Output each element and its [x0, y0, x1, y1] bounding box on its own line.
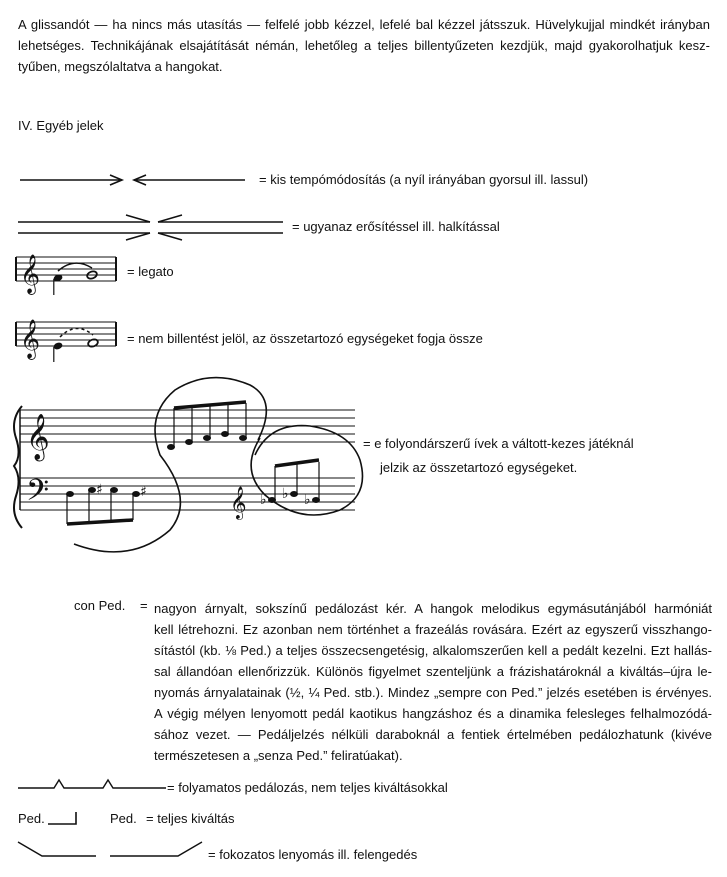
- con-ped-line: természetesen a „senza Ped.” feliratúakat).: [154, 748, 403, 763]
- intro-line-1: A glissandót — ha nincs más utasítás — felfelé jobb kézzel, lefelé bal kézzel játsszuk. Hüvelykujjal mindkét irányban: [18, 17, 710, 32]
- section-heading: IV. Egyéb jelek: [18, 118, 104, 133]
- gradual-pedal-text: = fokozatos lenyomás ill. felengedés: [208, 847, 418, 862]
- con-ped-equals: =: [140, 598, 148, 613]
- svg-text:𝄢: 𝄢: [26, 474, 50, 515]
- dynamic-sign-text: = ugyanaz erősítéssel ill. halkítással: [292, 219, 500, 234]
- con-ped-line: kell létrehozni. Ez azonban nem történhet a frazeálás rovására. Ezért az egyszerű visszhango-: [154, 622, 712, 637]
- svg-text:𝄞: 𝄞: [230, 486, 247, 519]
- con-ped-line: sához vezet. — Pedáljelzés nélküli daraboknál a fentiek értelmében pedálozhatunk (kivéve: [154, 727, 712, 742]
- continuous-pedal-line: [18, 776, 168, 792]
- svg-text:♭: ♭: [282, 486, 289, 502]
- con-ped-paragraph: [154, 598, 712, 766]
- svg-text:♭: ♭: [260, 492, 267, 508]
- spiral-text-line-2: jelzik az összetartozó egységeket.: [380, 460, 578, 475]
- con-ped-line: A végig mélyen lenyomott pedál kaotikus hangzáshoz és a dinamika felesleges felhalmozódá-: [154, 706, 712, 721]
- svg-text:𝄞: 𝄞: [20, 319, 41, 359]
- tempo-arrows-sign: [20, 170, 250, 190]
- pedal-release-bracket: [48, 812, 84, 826]
- spiral-text-line-1: = e folyondárszerű ívek a váltott-kezes játéknál: [363, 436, 634, 451]
- con-ped-line: sítástól (kb. ⅛ Ped.) a teljes összecsengetésig, alkalomszerűen kell a pedált kezelni. Ezt hallás-: [154, 643, 712, 658]
- grand-staff-spiral: [10, 360, 370, 560]
- non-legato-staff: [16, 316, 121, 358]
- ped-label-1: Ped.: [18, 811, 45, 826]
- tempo-sign-text: = kis tempómódosítás (a nyíl irányában gyorsul ill. lassul): [259, 172, 589, 187]
- intro-line-2: lehetséges. Technikájának elsajátítását némán, lehetőleg a teljes billentyűzeten kezdjük, majd gyakorolhatjuk kesz-: [18, 38, 710, 53]
- con-ped-label: con Ped.: [74, 598, 126, 613]
- con-ped-line: sal állandóan ellenőrizzük. Különös figyelmet szenteljünk a frázishatároknál a kiváltás–újra le-: [154, 664, 712, 679]
- continuous-pedal-text: = folyamatos pedálozás, nem teljes kiváltásokkal: [167, 780, 448, 795]
- svg-text:♭: ♭: [304, 492, 311, 508]
- svg-text:♯: ♯: [96, 482, 103, 498]
- intro-paragraph: [18, 14, 710, 77]
- full-release-text: = teljes kiváltás: [146, 811, 235, 826]
- svg-text:𝄞: 𝄞: [20, 254, 41, 294]
- svg-text:♯: ♯: [140, 484, 147, 500]
- dynamic-arrows-sign: [18, 212, 288, 242]
- gradual-pedal-lines: [18, 840, 203, 860]
- legato-staff: [16, 251, 121, 293]
- ped-label-2: Ped.: [110, 811, 137, 826]
- svg-text:𝄞: 𝄞: [26, 414, 50, 460]
- non-legato-text: = nem billentést jelöl, az összetartozó egységeket fogja össze: [127, 331, 483, 346]
- con-ped-line: nyomás árnyalatainak (½, ¼ Ped. stb.). Mindez „sempre con Ped.” jelzés esetében is érvényes.: [154, 685, 712, 700]
- legato-text: = legato: [127, 264, 174, 279]
- con-ped-line: nagyon árnyalt, sokszínű pedálozást kér. A hangok melodikus egymásutánjából harmóniát: [154, 601, 712, 616]
- intro-line-3: tyűben, megszólaltatva a hangokat.: [18, 59, 223, 74]
